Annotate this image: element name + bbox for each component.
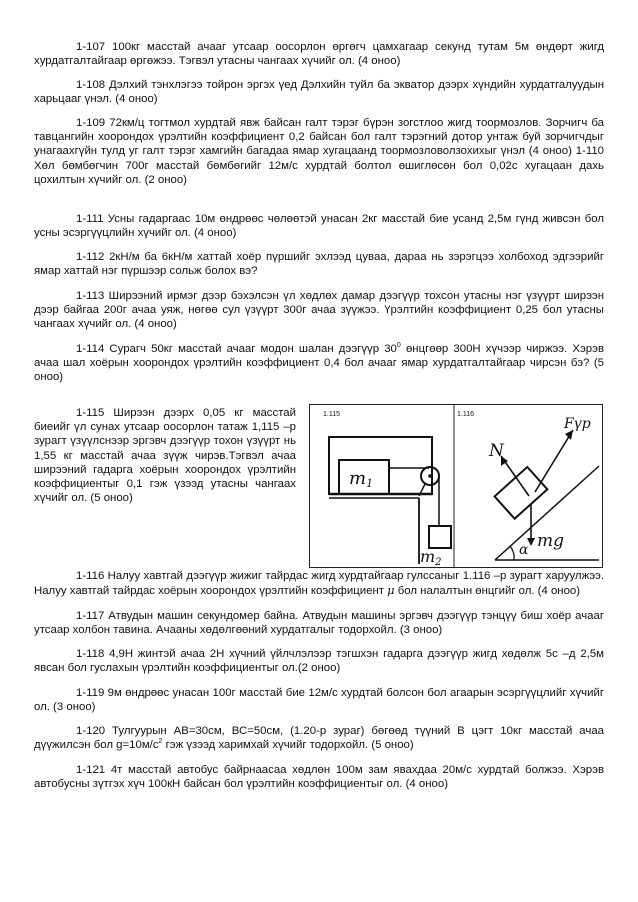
problem-1-109: 1-109 72км/ц тогтмол хурдтай явж байсан галт тэрэг бүрэн зогстлоо жигд тоормозлов. Зорчигч ба тавцангийн хоорондох үрэлтийн коэффициент 0,2 байсан бол галт тэрэгний дотор унтаж буй зорчигчдыг унагаахгүйн тулд уг галт тэрэг хамгийн багадаа ямар хугацаанд тоормозловолзохихыг үнэл (4 оноо) 1-110 Хөл бөмбөгчин 700г масстай бөмбөгийг 12м/с хурдтай болтол өшиглөсөн бол 0,02с хугацаан дахь цохилтын хүчийг ол. (2 оноо) — [34, 117, 604, 186]
figure-1-115-1-116 — [309, 404, 603, 568]
exponent-superscript: 2 — [158, 738, 163, 746]
normal-force-label: N — [489, 441, 504, 461]
angle-arc — [510, 546, 514, 560]
table-pulley-diagram — [329, 437, 451, 568]
block-m2 — [429, 526, 451, 548]
friction-force-arrow — [535, 430, 573, 492]
figure-label-1-115: 1.115 — [323, 411, 340, 418]
angle-label: α — [519, 542, 529, 558]
friction-force-label: Fүр — [564, 416, 591, 432]
table-outline — [329, 437, 432, 494]
inclined-plane-diagram — [488, 416, 599, 560]
degree-superscript: 0 — [396, 342, 401, 350]
figure-svg — [309, 404, 603, 568]
figure-label-1-116: 1.116 — [457, 411, 474, 418]
problem-1-119: 1-119 9м өндрөөс унасан 100г масстай бие 12м/с хурдтай болсон бол агаарын эсэргүүцлийг хүчийг ол. (3 оноо) — [34, 687, 604, 714]
problem-1-111: 1-111 Усны гадаргаас 10м өндрөөс чөлөөтэй унасан 2кг масстай бие усанд 2,5м гүнд живсэн бол усны эсэргүүцлийн хүчийг ол. (4 оноо) — [34, 213, 604, 240]
problem-1-113: 1-113 Ширээний ирмэг дээр бэхэлсэн үл хөдлөх дамар дээгүүр тохсон утасны нэг үзүүрт ширээн дээр байгаа 200г ачаа уяж, нөгөө сул үзүүрт 300г ачаа зүүжээ. Үрэлтийн коэффициент 0,25 бол утасны чангаах хүчийг ол. (4 оноо) — [34, 290, 604, 331]
problem-1-107: 1-107 100кг масстай ачааг утсаар оосорлон өргөгч цамхагаар секунд тутам 5м өндөрт жигд хурдатгалтайгаар өргөжээ. Тэгвэл утасны чангаах хүчийг ол. (4 оноо) — [34, 41, 604, 68]
problem-1-118: 1-118 4,9Н жинтэй ачаа 2Н хүчний үйлчлэлээр тэгшхэн гадарга дээгүүр жигд хөдөлж 5с –д 2,5м явсан бол гуслахын үрэлтийн коэффициентыг ол.(2 оноо) — [34, 648, 604, 675]
pulley-axle — [428, 474, 432, 478]
m1-label: m1 — [349, 468, 374, 490]
problem-1-120: 1-120 Тулгуурын АВ=30см, ВС=50см, (1.20-р зураг) бөгөөд түүний В цэгт 10кг масстай ачаа дүүжилсэн бол $g=10м/с^2$ гэж үзээд харимхай хүчийг тодорхойл. (5 оноо) — [34, 725, 604, 752]
problem-1-108: 1-108 Дэлхий тэнхлэгээ тойрон эргэх үед Дэлхийн туйл ба экватор дээрх хүндийн хурдатгалуудын харьцааг үнэл. (4 оноо) — [34, 79, 604, 106]
mu-symbol: μ — [387, 583, 395, 598]
problem-1-116: 1-116 Налуу хавтгай дээгүүр жижиг тайрдас жигд хурдтайгаар гулссаныг 1.116 –р зурагт харуулжээ. Налуу хавтгай тайрдас хоёрын хоорондох үрэлтийн коэффициент μ бол налалтын өнцгийг ол. (4 оноо) — [34, 570, 604, 598]
m2-label: m2 — [420, 547, 442, 568]
problem-1-121: 1-121 4т масстай автобус байрнаасаа хөдлөн 100м зам явахдаа 20м/с хурдтай болжээ. Хэрэв автобусны зүтгэх хүч 100кН байсан бол үрэлтийн коэффициентыг ол. (4 оноо) — [34, 764, 604, 791]
problem-1-114: 1-114 Сурагч 50кг масстай ачааг модон шалан дээгүүр $30^0$ өнцгөөр 300Н хүчээр чиржээ. Хэрэв ачаа шал хоёрын хоорондох үрэлтийн коэффициент 0,4 бол ачааг ямар хурдатгалтайгаар чирсэн бэ? (5 оноо) — [34, 342, 604, 384]
problem-1-115: 1-115 Ширээн дээрх 0,05 кг масстай биеийг үл сунах утсаар оосорлон татаж 1,115 –р зурагт үзүүлснээр эргэвч дээгүүр тохон үзүүрт нь 1,55 кг масстай ачаа зүүж чирэв.Тэгвэл ачаа ширээний гадарга хоёрын хоорондох үрэлтийн коэффициентыг 0,1 гэж үзээд утасны чангаах хүчийг ол. (5 оноо) — [34, 407, 296, 505]
gravity-force-label: mg — [537, 531, 565, 551]
problem-1-112: 1-112 2кН/м ба 6кН/м хаттай хоёр пүршийг эхлээд цуваа, дараа нь зэрэгцээ холбоход эдгээрийг ямар хаттай нэг пүршээр сольж болох вэ? — [34, 251, 604, 278]
sliding-block — [495, 467, 548, 519]
problem-1-117: 1-117 Атвудын машин секундомер байна. Атвудын машины эргэвч дээгүүр тэнцүү биш хоёр ачааг утсаар холбон тавина. Ачааны хөдөлгөөний хурдатгалыг тодорхойл. (3 оноо) — [34, 610, 604, 637]
